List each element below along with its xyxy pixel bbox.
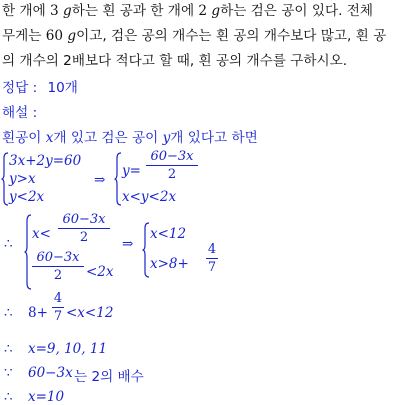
solution-label: 해설 : xyxy=(2,105,38,121)
answer-label: 정답 : xyxy=(2,80,38,96)
ineq-a-fraction: 60−3x 2 xyxy=(58,212,110,245)
y-expression-lhs: y= xyxy=(122,163,141,179)
left-brace-1b xyxy=(114,152,122,206)
reason-text: 는 2의 배수 xyxy=(74,369,144,385)
ineq-a-lhs: x< xyxy=(32,226,51,242)
eq-weight: 3x+2y=60 xyxy=(9,153,82,169)
left-brace-2a xyxy=(24,214,32,290)
ineq-b-rhs: <2x xyxy=(86,264,114,280)
range-rhs: <x<12 xyxy=(66,305,114,321)
eq-y-gt-x: y>x xyxy=(9,171,36,187)
candidate-values: x=9, 10, 11 xyxy=(28,341,108,357)
because-symbol: ∵ xyxy=(4,365,13,381)
result-x-gt-lhs: x>8+ xyxy=(150,256,189,272)
problem-line-3: 의 개수의 2배보다 적다고 할 때, 흰 공의 개수를 구하시오. xyxy=(2,53,348,69)
y-fraction: 60−3x 2 xyxy=(146,149,198,182)
therefore-symbol-3: ∴ xyxy=(4,341,13,357)
x-y-inequality: x<y<2x xyxy=(122,189,177,205)
therefore-symbol-1: ∴ xyxy=(4,236,13,252)
therefore-symbol-2: ∴ xyxy=(4,305,13,321)
range-fraction: 4 7 xyxy=(53,291,63,324)
ineq-b-fraction: 60−3x 2 xyxy=(32,250,84,283)
final-answer: x=10 xyxy=(28,389,65,405)
range-lhs: 8+ xyxy=(28,305,48,321)
left-brace-1a xyxy=(1,152,9,206)
solution-intro: 흰공이 x개 있고 검은 공이 y개 있다고 하면 xyxy=(2,130,258,146)
answer-value: 10개 xyxy=(47,80,78,96)
implies-arrow-1: ⇒ xyxy=(94,172,106,188)
problem-line-1: 한 개에 3 g하는 흰 공과 한 개에 2 g하는 검은 공이 있다. 전체 xyxy=(2,3,374,19)
reason-expression: 60−3x xyxy=(28,365,73,381)
result-fraction: 4 7 xyxy=(207,242,217,275)
result-x-lt-12: x<12 xyxy=(150,226,187,242)
answer-line xyxy=(2,80,78,96)
therefore-symbol-4: ∴ xyxy=(4,389,13,405)
eq-y-lt-2x: y<2x xyxy=(9,189,45,205)
left-brace-2b xyxy=(142,222,150,278)
problem-line-2: 무게는 60 g이고, 검은 공의 개수는 흰 공의 개수보다 많고, 흰 공 xyxy=(2,28,387,44)
implies-arrow-2: ⇒ xyxy=(122,236,134,252)
